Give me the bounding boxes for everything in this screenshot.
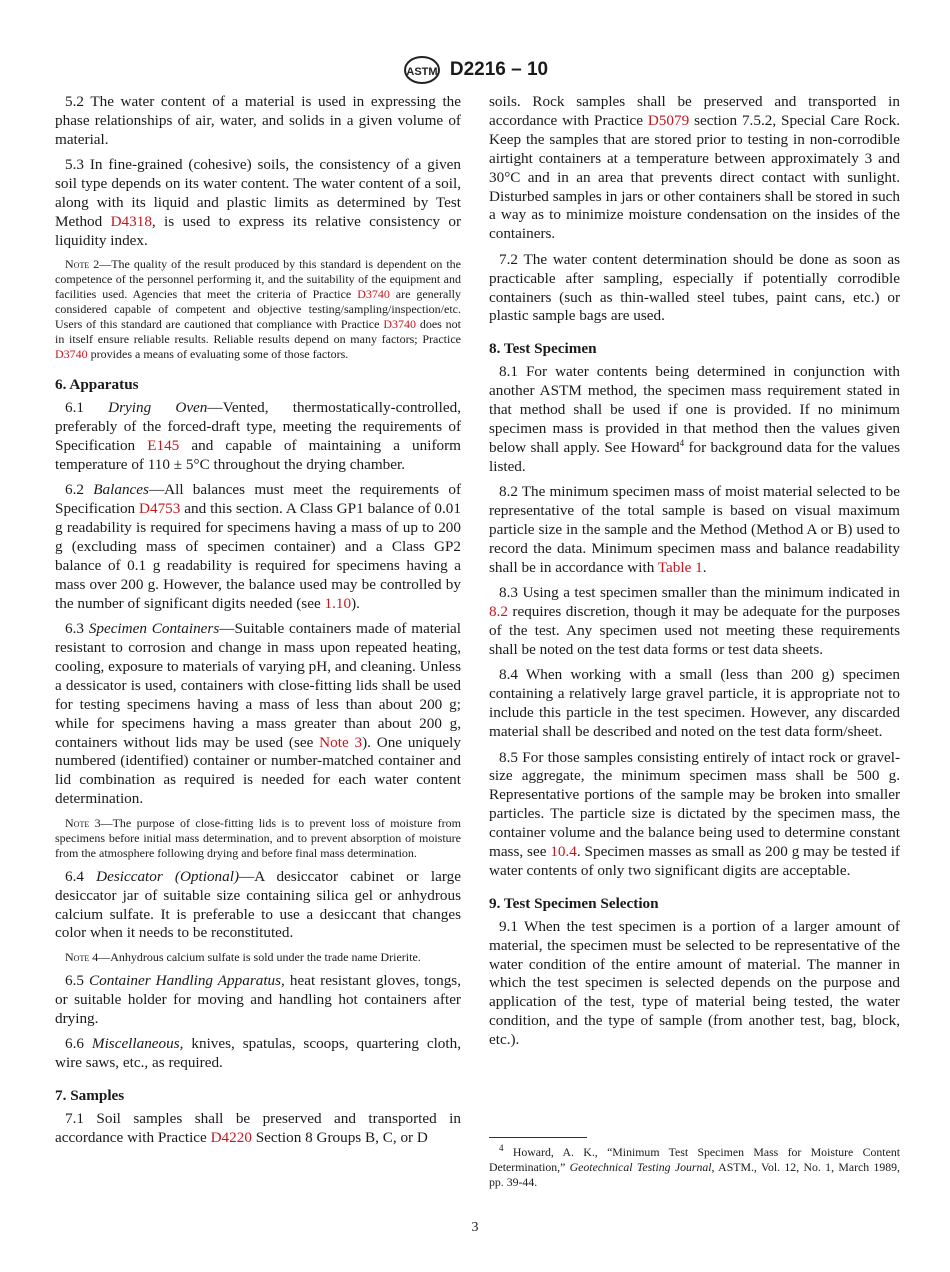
paragraph xyxy=(55,399,461,475)
paragraph xyxy=(489,93,900,244)
text-run: soils. Rock samples shall be preserved and transported in accordance with Practice xyxy=(489,93,900,129)
cross-reference-link[interactable]: D5079 xyxy=(647,111,690,129)
text-run: —Suitable containers made of material resistant to corrosion and change in mass upon repeated heating, cooling, exposure to materials of varying pH, and cleaning. Unless a dessicator is used, containers with close-fitting lids shall be used for testing specimens having a mass of less than about 200 g; while for specimens having a mass greater than about 200 g, containers without lids may be used (see xyxy=(55,620,462,751)
text-run: 8.1 For water contents being determined in conjunction with another ASTM method, the specimen mass requirement stated in that method shall be used if one is provided. If no minimum specimen mass is provided in that method then the values given below shall apply. See Howard xyxy=(489,363,900,456)
paragraph xyxy=(489,483,900,578)
text-run: 8.4 When working with a small (less than 200 g) specimen containing a relatively large gravel particle, it is appropriate not to include this particle in the test specimen. However, any discarded material shall be described and noted on the test data form/sheet. xyxy=(489,666,900,741)
text-run: are generally considered capable of competent and objective testing/sampling/inspection/etc. Users of this standard are cautioned that compliance with Practice xyxy=(55,287,461,332)
text-run: heat resistant gloves, tongs, or suitable holder for moving and handling hot containers after drying. xyxy=(55,971,461,1027)
text-run: 7.2 The water content determination should be done as soon as practicable after sampling, especially if potentially corrodible containers (such as thin-walled steel tubes, paint cans, etc.) or plastic sample bags are used. xyxy=(489,250,900,325)
note-paragraph xyxy=(55,950,461,965)
paragraph xyxy=(55,868,461,944)
text-run: 9. Test Specimen Selection xyxy=(489,894,659,912)
cross-reference-link[interactable]: D3740 xyxy=(383,317,416,332)
note-label: Note xyxy=(65,949,90,964)
text-run: 5.2 The water content of a material is used in expressing the phase relationships of air, water, and solids in a given volume of material. xyxy=(55,93,461,148)
text-run: 2—The quality of the result produced by this standard is dependent on the competence of the personnel performing it, and the suitability of the equipment and facilities used. Agencies that meet the criteria of Practice xyxy=(55,257,461,302)
paragraph xyxy=(55,620,461,809)
footnote xyxy=(489,1145,900,1190)
text-run: 6.2 xyxy=(65,481,94,499)
cross-reference-link[interactable]: Note 3 xyxy=(319,733,363,751)
right-column xyxy=(489,93,900,1057)
paragraph xyxy=(55,1110,461,1148)
left-column xyxy=(55,93,461,1154)
paragraph xyxy=(489,251,900,327)
text-run: provides a means of evaluating some of those factors. xyxy=(87,347,349,362)
text-run: 7.1 Soil samples shall be preserved and transported in accordance with Practice xyxy=(55,1109,461,1146)
section-heading xyxy=(489,895,900,914)
note-label: Note xyxy=(65,815,90,830)
text-run: 6.1 xyxy=(65,399,109,417)
note-paragraph xyxy=(55,816,461,861)
cross-reference-link[interactable]: 1.10 xyxy=(324,594,352,612)
text-run: ). xyxy=(351,594,360,612)
paragraph xyxy=(55,93,461,150)
paragraph xyxy=(489,666,900,742)
italic-term: Balances xyxy=(93,481,149,499)
text-run: 6.4 xyxy=(65,867,97,885)
text-run: 6. Apparatus xyxy=(55,376,139,394)
italic-term: Container Handling Apparatus, xyxy=(89,971,285,989)
cross-reference-link[interactable]: 8.2 xyxy=(489,603,508,621)
cross-reference-link[interactable]: D4318 xyxy=(110,212,152,230)
cross-reference-link[interactable]: E145 xyxy=(147,436,180,454)
text-run: Section 8 Groups B, C, or D xyxy=(251,1128,428,1146)
text-run: 7. Samples xyxy=(55,1086,125,1104)
astm-logo-icon xyxy=(402,55,442,85)
section-heading xyxy=(55,1087,461,1106)
standard-designation: D2216 – 10 xyxy=(449,59,549,80)
note-label: Note xyxy=(65,257,90,272)
cross-reference-link[interactable]: 10.4 xyxy=(550,843,577,861)
footnote-rule xyxy=(489,1137,587,1138)
text-run: —A desiccator cabinet or large desiccator jar of suitable size containing silica gel or anhydrous calcium sulfate. It is preferable to use a desiccant that changes color when it needs to be reconstituted. xyxy=(55,867,461,942)
italic-term: Miscellaneous, xyxy=(91,1035,184,1053)
paragraph xyxy=(489,363,900,476)
text-run: . xyxy=(702,558,707,576)
text-run: , is used to express its relative consistency or liquidity index. xyxy=(55,212,461,249)
italic-term: Drying Oven xyxy=(108,399,208,417)
paragraph xyxy=(55,481,461,613)
note-paragraph xyxy=(55,257,461,362)
text-run: for background data for the values listed. xyxy=(489,438,901,475)
text-run: 5.3 In fine-grained (cohesive) soils, the consistency of a given soil type depends on its water content. The water content of a soil, along with its liquid and plastic limits as determined by Test Method xyxy=(55,156,461,230)
paragraph xyxy=(489,749,900,881)
page-number: 3 xyxy=(471,1220,479,1235)
text-run: ). One uniquely numbered (identified) container or number-matched container and lid combination as required is needed for each water content determination. xyxy=(55,733,461,808)
cross-reference-link[interactable]: D4220 xyxy=(210,1128,252,1146)
footnote-marker: 4 xyxy=(679,437,685,448)
text-run: —Vented, thermostatically-controlled, preferably of the forced-draft type, meeting the requirements of Specification xyxy=(55,399,462,454)
text-run: 8.3 Using a test specimen smaller than the minimum indicated in xyxy=(499,584,900,602)
italic-term: Desiccator (Optional) xyxy=(96,867,240,885)
paragraph xyxy=(489,918,900,1050)
text-run: 8. Test Specimen xyxy=(489,340,597,358)
paragraph xyxy=(489,584,900,660)
section-heading xyxy=(55,376,461,395)
text-run: does not in itself ensure reliable results. Reliable results depend on many factors; Practice xyxy=(55,317,461,347)
cross-reference-link[interactable]: Table 1 xyxy=(657,558,703,576)
text-run: and this section. A Class GP1 balance of 0.01 g readability is required for specimens having a mass of up to 200 g (excluding mass of specimen container) and a Class GP2 balance of 0.1 g readability is required for specimens having a mass over 200 g. However, the balance used may be controlled by the number of significant digits needed (see xyxy=(55,500,461,612)
italic-term: Geotechnical Testing Journal, xyxy=(569,1160,715,1174)
text-run: 6.5 xyxy=(65,971,90,989)
text-run: knives, spatulas, scoops, quartering cloth, wire saws, etc., as required. xyxy=(55,1035,462,1071)
text-run: . Specimen masses as small as 200 g may be tested if water contents of only two significant digits are acceptable. xyxy=(489,843,900,879)
paragraph xyxy=(55,156,461,251)
section-heading xyxy=(489,340,900,359)
paragraph xyxy=(55,1035,461,1073)
italic-term: Specimen Containers xyxy=(88,620,220,638)
text-run: and capable of maintaining a uniform temperature of 110 ± 5°C throughout the drying chamber. xyxy=(55,436,461,473)
text-run: 6.3 xyxy=(65,620,89,638)
footnote-marker: 4 xyxy=(499,1143,504,1154)
text-run: ASTM., Vol. 12, No. 1, March 1989, pp. 39-44. xyxy=(489,1160,900,1189)
cross-reference-link[interactable]: D3740 xyxy=(55,347,88,362)
page-header xyxy=(0,55,950,85)
cross-reference-link[interactable]: D4753 xyxy=(139,500,181,518)
text-run: —All balances must meet the requirements of Specification xyxy=(55,481,461,518)
text-run: requires discretion, though it may be adequate for the purposes of the test. Any specimen used not meeting these requirements shall be noted on the test data forms or test data sheets. xyxy=(489,603,900,658)
text-run: 8.2 The minimum specimen mass of moist material selected to be representative of the total sample is based on visual maximum particle size in the sample and the Method (Method A or B) used to record the data. Minimum specimen mass and balance readability shall be in accordance with xyxy=(489,483,900,576)
paragraph xyxy=(55,972,461,1029)
text-run: 9.1 When the test specimen is a portion of a larger amount of material, the specimen must be selected to be representative of the water condition of the entire amount of material. The manner in which the test specimen is selected depends on the purpose and application of the test, type of material being tested, the water condition, and the type of sample (from another test, bag, block, etc.). xyxy=(489,917,900,1049)
text-run: 3—The purpose of close-fitting lids is to prevent loss of moisture from specimens before initial mass determination, and to prevent absorption of moisture from the atmosphere following drying and before final mass determination. xyxy=(55,815,461,860)
text-run: 8.5 For those samples consisting entirely of intact rock or gravel-size aggregate, the minimum specimen mass shall be 500 g. Representative portions of the sample may be broken into smaller particles. The particle size is dictated by the specimen mass, the container volume and the balance being used to determine constant mass, see xyxy=(489,748,900,861)
text-run: Howard, A. K., “Minimum Test Specimen Mass for Moisture Content Determination,” xyxy=(489,1145,900,1174)
text-run: 4—Anhydrous calcium sulfate is sold under the trade name Drierite. xyxy=(89,949,421,964)
svg-text:ASTM: ASTM xyxy=(406,66,438,78)
text-run: section 7.5.2, Special Care Rock. Keep the samples that are stored prior to testing in non-corrodible airtight containers at a temperature between approximately 3 and 30°C and in an area that prevents direct contact with sunlight. Disturbed samples in jars or other containers shall be stored in such a way as to minimize moisture condensation on the insides of the containers. xyxy=(489,111,900,243)
text-run: 6.6 xyxy=(65,1035,92,1053)
cross-reference-link[interactable]: D3740 xyxy=(357,287,390,302)
